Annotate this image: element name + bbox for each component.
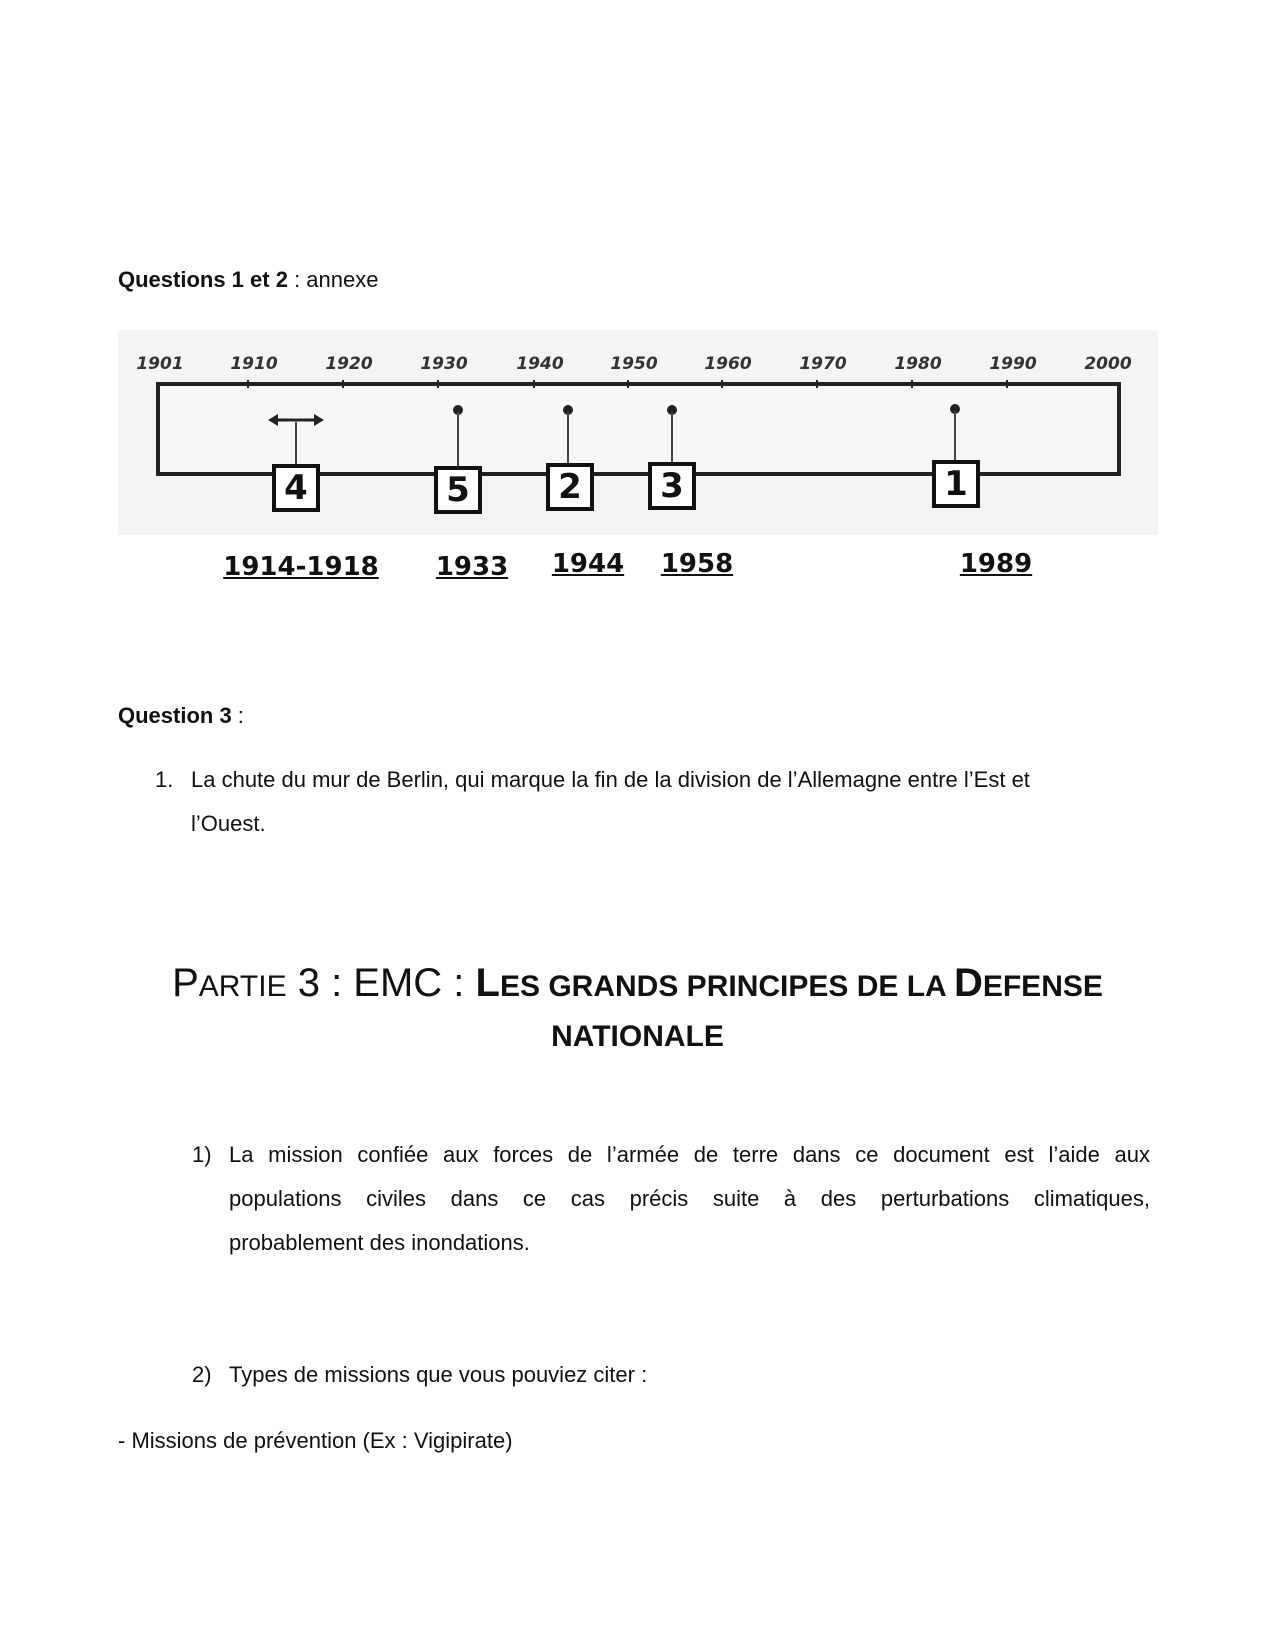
timeline-date-label: 1914-1918: [223, 552, 379, 582]
timeline-tick: [911, 380, 913, 388]
timeline-year: 1990: [989, 354, 1037, 374]
timeline-date-label: 1933: [435, 552, 509, 582]
timeline-tick: [1006, 380, 1008, 388]
marker-stem: [671, 412, 673, 464]
timeline-figure: [118, 330, 1158, 535]
section-title-line1: [0, 958, 1275, 1012]
timeline-year: 2000: [1084, 354, 1132, 374]
marker-box-5: 5: [434, 466, 482, 514]
answer-1-line3: probablement des inondations.: [229, 1230, 530, 1255]
questions-1-2-heading: [118, 258, 378, 302]
timeline-tick: [533, 380, 535, 388]
question-3-item-line1: La chute du mur de Berlin, qui marque la fin de la division de l’Allemagne entre l’Est et: [191, 767, 1030, 792]
timeline-year: 1950: [610, 354, 658, 374]
section-title-initial: D: [953, 961, 983, 1005]
timeline-year: 1920: [325, 354, 373, 374]
marker-box-1: 1: [932, 460, 980, 508]
answer-1-line2: populations civiles dans ce cas précis suite à des perturbations climatiques,: [229, 1186, 1150, 1211]
answer-1-line1: La mission confiée aux forces de l’armée de terre dans ce document est l’aide aux: [229, 1142, 1150, 1167]
section-title-initial: L: [475, 961, 500, 1005]
section-title-smallcaps: ARTIE: [198, 970, 287, 1003]
marker-box-4: 4: [272, 464, 320, 512]
marker-stem: [457, 412, 459, 468]
section-title-initial: P: [172, 961, 199, 1005]
timeline-tick: [627, 380, 629, 388]
section-title-prefix: 3 : EMC :: [286, 961, 476, 1005]
marker-stem: [567, 412, 569, 466]
timeline-tick: [437, 380, 439, 388]
question-3-rest: :: [231, 703, 244, 728]
timeline-date-label: 1958: [660, 549, 734, 579]
timeline-year: 1960: [704, 354, 752, 374]
timeline-year: 1901: [136, 354, 184, 374]
timeline-tick: [247, 380, 249, 388]
timeline-year: 1930: [420, 354, 468, 374]
section-title-smallcaps: ES GRANDS PRINCIPES DE LA: [499, 970, 954, 1003]
list-item: - Missions de prévention (Ex : Vigipirate): [118, 1428, 513, 1453]
timeline-year: 1940: [516, 354, 564, 374]
marker-stem: [954, 411, 956, 463]
timeline-date-label: 1944: [551, 549, 625, 579]
marker-box-3: 3: [648, 462, 696, 510]
timeline-tick: [342, 380, 344, 388]
timeline-year: 1910: [230, 354, 278, 374]
timeline-tick: [816, 380, 818, 388]
timeline-tick: [721, 380, 723, 388]
section-title-line2: NATIONALE: [551, 1020, 724, 1053]
answer-2-text: Types de missions que vous pouviez citer :: [229, 1362, 648, 1387]
answer-2-number: 2): [192, 1362, 212, 1387]
question-3-heading: [118, 694, 244, 738]
questions-1-2-label: Questions 1 et 2: [118, 267, 288, 292]
timeline-year: 1970: [799, 354, 847, 374]
question-3-label: Question 3: [118, 703, 232, 728]
section-title: [0, 958, 1275, 1062]
questions-1-2-rest: : annexe: [287, 267, 379, 292]
timeline-date-label: 1989: [959, 549, 1033, 579]
section-title-smallcaps: EFENSE: [982, 970, 1103, 1003]
marker-box-2: 2: [546, 463, 594, 511]
question-3-item-line2: l’Ouest.: [191, 811, 266, 836]
question-3-item-number: 1.: [155, 767, 174, 792]
timeline-year: 1980: [894, 354, 942, 374]
answer-1-number: 1): [192, 1142, 212, 1167]
